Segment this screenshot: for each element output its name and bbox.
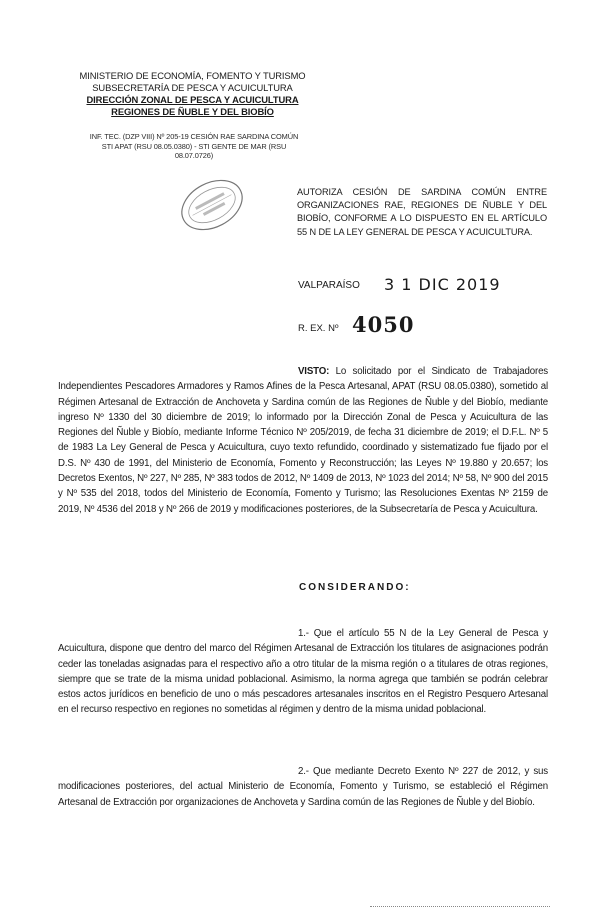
reference-line: INF. TEC. (DZP VIII) Nº 205-19 CESIÓN RAE SARDINA COMÚN bbox=[89, 132, 299, 141]
considerando-item-text: 1.- Que el artículo 55 N de la Ley General de Pesca y Acuicultura, dispone que dentro del marco del Régimen Artesanal de Extracción los titulares de asignaciones podrán ceder las toneladas asignadas para el respectivo año a otro titular de la misma región o a titulares de otras regiones, siempre que se trate de la misma unidad poblacional. Asimismo, la norma agrega que también se podrán celebrar estos actos jurídicos en beneficio de uno o más pescadores artesanales inscritos en el Registro Pesquero Artesanal en el recurso respectivo en regiones no sometidas al régimen y dentro de la misma unidad poblacional. bbox=[58, 628, 548, 716]
considerando-heading: CONSIDERANDO: bbox=[299, 582, 411, 593]
resolution-number: 4050 bbox=[352, 312, 415, 337]
considerando-item-text: 2.- Que mediante Decreto Exento Nº 227 de 2012, y sus modificaciones posteriores, del actual Ministerio de Economía, Fomento y Turismo, se estableció el Régimen Artesanal de Extracción por organizaciones de Anchoveta y Sardina común de las Regiones de Ñuble y del Biobío. bbox=[58, 766, 548, 808]
issue-date-stamp: 3 1 DIC 2019 bbox=[384, 275, 501, 294]
resolution-label: R. EX. Nº bbox=[298, 323, 339, 334]
footer-rule bbox=[370, 906, 550, 910]
zonal-direction-name: DIRECCIÓN ZONAL DE PESCA Y ACUICULTURA bbox=[86, 94, 299, 105]
visto-text: Lo solicitado por el Sindicato de Trabajadores Independientes Pescadores Armadores y Ramos Afines de la Pesca Artesanal, APAT (RSU 08.05.0380), sometido al Régimen Artesanal de Extracción de Anchoveta y Sardina común de las Regiones de Ñuble y del Biobío, mediante ingreso Nº 1330 del 30 diciembre de 2019; lo informado por la Dirección Zonal de Pesca y Acuicultura de las Regiones del Ñuble y Biobío, mediante Informe Técnico Nº 205/2019, de fecha 31 diciembre de 2019; el D.F.L. Nº 5 de 1983 La Ley General de Pesca y Acuicultura, cuyo texto refundido, coordinado y sistematizado fue fijado por el D.S. Nº 430 de 1991, del Ministerio de Economía, Fomento y Reconstrucción; las Leyes Nº 19.880 y 20.657; los Decretos Exentos, Nº 227, Nº 285, Nº 383 todos de 2012, Nº 1409 de 2013, Nº 1023 del 2014; Nº 58, Nº 900 del 2015 y Nº 535 del 2018, todos del Ministerio de Economía, Fomento y Turismo; las Resoluciones Exentas Nº 2159 de 2019, Nº 4536 del 2018 y Nº 266 de 2019 y modificaciones posteriores, de la Subsecretaría de Pesca y Acuicultura. bbox=[58, 366, 549, 515]
office-stamp bbox=[170, 167, 254, 243]
considerando-item bbox=[58, 764, 548, 810]
reference-line: 08.07.0726) bbox=[174, 151, 214, 160]
place: VALPARAÍSO bbox=[298, 280, 360, 291]
regions-name: REGIONES DE ÑUBLE Y DEL BIOBÍO bbox=[111, 106, 274, 117]
visto-paragraph bbox=[58, 364, 548, 517]
reference-line: STI APAT (RSU 08.05.0380) - STI GENTE DE MAR (RSU bbox=[101, 141, 287, 151]
subsecretariat-name: SUBSECRETARÍA DE PESCA Y ACUICULTURA bbox=[92, 82, 293, 93]
reference-block bbox=[60, 132, 328, 161]
considerando-item bbox=[58, 626, 548, 718]
ministry-name: MINISTERIO DE ECONOMÍA, FOMENTO Y TURISMO bbox=[79, 70, 306, 81]
letterhead bbox=[60, 70, 325, 118]
document-subject: AUTORIZA CESIÓN DE SARDINA COMÚN ENTRE ORGANIZACIONES RAE, REGIONES DE ÑUBLE Y DEL BIOBÍO, CONFORME A LO DISPUESTO EN EL ARTÍCULO 55 N DE LA LEY GENERAL DE PESCA Y ACUICULTURA. bbox=[297, 187, 547, 237]
visto-label: VISTO: bbox=[298, 366, 330, 377]
